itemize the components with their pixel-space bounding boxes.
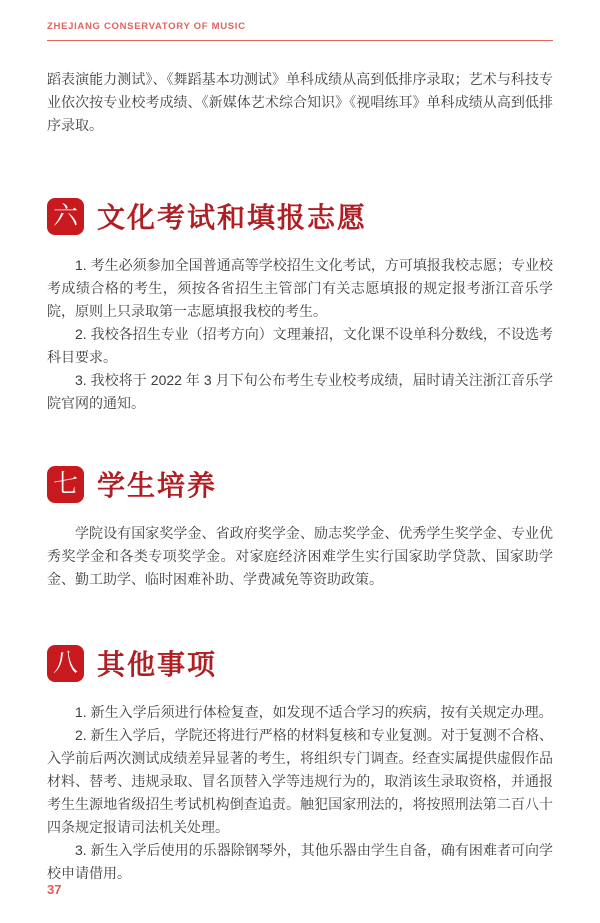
body-paragraph: 3. 新生入学后使用的乐器除钢琴外，其他乐器由学生自备，确有困难者可向学校申请借用。 xyxy=(47,842,553,881)
section-body xyxy=(47,701,553,885)
section-header xyxy=(47,464,553,504)
section-number-badge xyxy=(47,466,84,503)
section-title: 文化考试和填报志愿 xyxy=(97,203,368,234)
page-header xyxy=(47,21,553,41)
section-number: 八 xyxy=(52,649,78,677)
page-number: 37 xyxy=(47,882,62,897)
section-student-cultivation xyxy=(47,464,553,591)
section-body xyxy=(47,254,553,415)
body-paragraph: 3. 我校将于 2022 年 3 月下旬公布考生专业校考成绩，届时请关注浙江音乐学院官网的通知。 xyxy=(47,372,553,411)
body-paragraph: 2. 我校各招生专业（招考方向）文理兼招，文化课不设单科分数线，不设选考科目要求。 xyxy=(47,326,553,365)
header-rule xyxy=(47,40,553,41)
body-paragraph: 1. 新生入学后须进行体检复查，如发现不适合学习的疾病，按有关规定办理。 xyxy=(75,704,553,720)
section-number-badge xyxy=(47,198,84,235)
section-header xyxy=(47,196,553,236)
section-number-badge xyxy=(47,645,84,682)
section-title: 学生培养 xyxy=(97,471,218,502)
section-header xyxy=(47,643,553,683)
section-title: 其他事项 xyxy=(97,650,218,681)
intro-paragraph: 蹈表演能力测试》、《舞蹈基本功测试》单科成绩从高到低排序录取；艺术与科技专业依次按专业校考成绩、《新媒体艺术综合知识》《视唱练耳》单科成绩从高到低排序录取。 xyxy=(47,71,553,133)
body-paragraph: 1. 考生必须参加全国普通高等学校招生文化考试，方可填报我校志愿；专业校考成绩合格的考生，须按各省招生主管部门有关志愿填报的规定报考浙江音乐学院，原则上只录取第一志愿填报我校的考生。 xyxy=(47,257,553,319)
section-culture-exam xyxy=(47,196,553,415)
header-title: ZHEJIANG CONSERVATORY OF MUSIC xyxy=(47,21,246,32)
section-number: 六 xyxy=(52,202,78,230)
body-paragraph: 2. 新生入学后，学院还将进行严格的材料复核和专业复测。对于复测不合格、入学前后两次测试成绩差异显著的考生，将组织专门调查。经查实属提供虚假作品材料、替考、违规录取、冒名顶替入学等违规行为的，取消该生录取资格，并通报考生生源地省级招生考试机构倒查追责。触犯国家刑法的，将按照刑法第二百八十四条规定报请司法机关处理。 xyxy=(47,727,553,835)
section-number: 七 xyxy=(52,470,78,498)
section-other-matters xyxy=(47,643,553,885)
body-paragraph: 学院设有国家奖学金、省政府奖学金、励志奖学金、优秀学生奖学金、专业优秀奖学金和各类专项奖学金。对家庭经济困难学生实行国家助学贷款、国家助学金、勤工助学、临时困难补助、学费减免等资助政策。 xyxy=(47,525,553,587)
section-body xyxy=(47,522,553,591)
